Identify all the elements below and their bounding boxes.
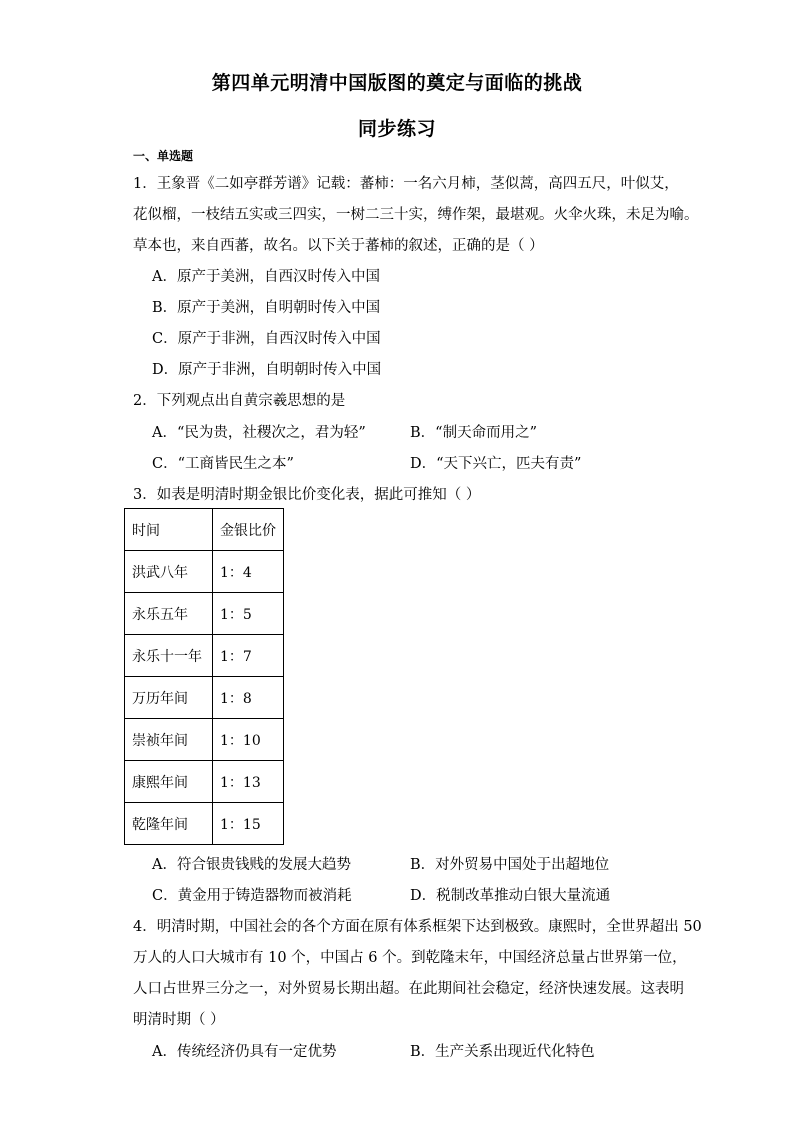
question-4-option-b: B．生产关系出现近代化特色	[410, 1044, 595, 1060]
table-cell: 1：10	[213, 719, 284, 761]
table-row	[125, 761, 284, 803]
table-cell: 1：13	[213, 761, 284, 803]
table-cell: 乾隆年间	[125, 803, 213, 845]
table-row	[125, 719, 284, 761]
table-cell: 1：4	[213, 551, 284, 593]
table-cell: 1：8	[213, 677, 284, 719]
question-3-option-a: A．符合银贵钱贱的发展大趋势	[152, 857, 351, 873]
question-1-option-d: D．原产于非洲，自明朝时传入中国	[152, 362, 382, 378]
table-row	[125, 551, 284, 593]
document-title: 第四单元明清中国版图的奠定与面临的挑战	[211, 72, 583, 94]
question-3-option-c: C．黄金用于铸造器物而被消耗	[152, 888, 352, 904]
question-4-option-a: A．传统经济仍具有一定优势	[152, 1044, 337, 1060]
table-cell: 1：7	[213, 635, 284, 677]
table-header-cell: 金银比价	[213, 509, 284, 551]
table-row	[125, 593, 284, 635]
question-1-option-a: A．原产于美洲，自西汉时传入中国	[152, 269, 380, 285]
table-cell: 永乐十一年	[125, 635, 213, 677]
table-row	[125, 635, 284, 677]
question-3-stem: 3．如表是明清时期金银比价变化表，据此可推知（ ）	[133, 487, 481, 503]
question-2-stem: 2．下列观点出自黄宗羲思想的是	[133, 393, 346, 409]
question-1-line-1: 1．王象晋《二如亭群芳谱》记载：蕃柿：一名六月柿，茎似蒿，高四五尺，叶似艾，	[133, 176, 679, 192]
document-subtitle: 同步练习	[357, 118, 436, 140]
table-header-cell: 时间	[125, 509, 213, 551]
table-row	[125, 803, 284, 845]
question-3-option-b: B．对外贸易中国处于出超地位	[410, 857, 610, 873]
question-3-option-d: D．税制改革推动白银大量流通	[410, 888, 611, 904]
question-1-option-c: C．原产于非洲，自西汉时传入中国	[152, 331, 381, 347]
table-cell: 万历年间	[125, 677, 213, 719]
table-cell: 永乐五年	[125, 593, 213, 635]
question-4-line-1: 4．明清时期，中国社会的各个方面在原有体系框架下达到极致。康熙时，全世界超出 50	[133, 919, 702, 935]
table-cell: 1：15	[213, 803, 284, 845]
table-cell: 洪武八年	[125, 551, 213, 593]
question-2-option-a: A．“民为贵，社稷次之，君为轻”	[152, 425, 366, 441]
table-cell: 崇祯年间	[125, 719, 213, 761]
table-header-row	[125, 509, 284, 551]
question-2-option-c: C．“工商皆民生之本”	[152, 456, 294, 472]
question-1-option-b: B．原产于美洲，自明朝时传入中国	[152, 300, 381, 316]
question-4-line-4: 明清时期（ ）	[133, 1012, 225, 1028]
table-row	[125, 677, 284, 719]
question-2-option-d: D．“天下兴亡，匹夫有责”	[410, 456, 582, 472]
question-2-option-b: B．“制天命而用之”	[410, 425, 537, 441]
gold-silver-ratio-table	[124, 508, 284, 845]
table-cell: 康熙年间	[125, 761, 213, 803]
question-4-line-3: 人口占世界三分之一，对外贸易长期出超。在此期间社会稳定，经济快速发展。这表明	[133, 981, 684, 997]
question-1-line-2: 花似榴，一枝结五实或三四实，一树二三十实，缚作架，最堪观。火伞火珠，未足为喻。	[133, 207, 699, 223]
question-4-line-2: 万人的人口大城市有 10 个，中国占 6 个。到乾隆末年，中国经济总量占世界第一位，	[133, 950, 687, 966]
section-heading: 一、单选题	[133, 149, 194, 163]
question-1-line-3: 草本也，来自西蕃，故名。以下关于蕃柿的叙述，正确的是（ ）	[133, 238, 544, 254]
table-cell: 1：5	[213, 593, 284, 635]
